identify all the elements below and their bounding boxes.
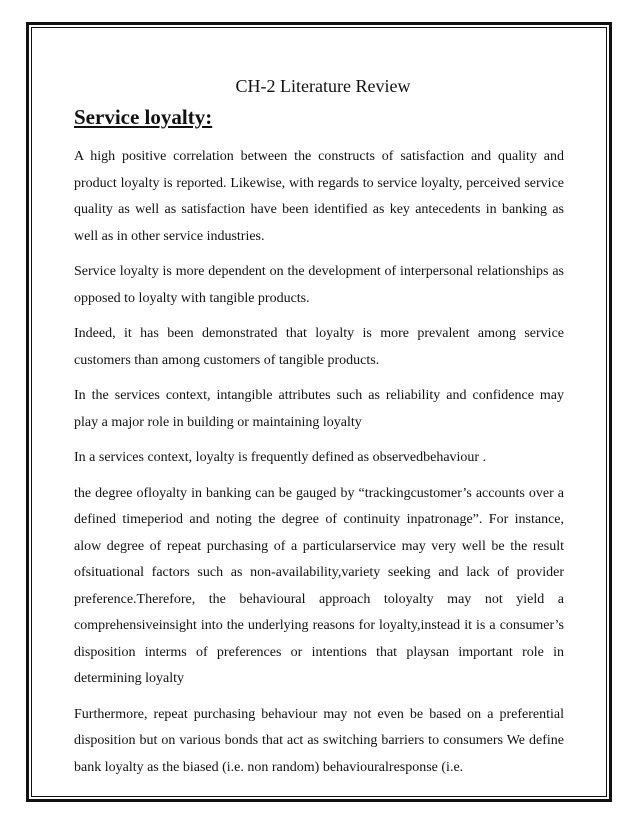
paragraph-5: In a services context, loyalty is frequently defined as observedbehaviour . (74, 450, 487, 465)
paragraph-6: the degree ofloyalty in banking can be gauged by “trackingcustomer’s accounts over a defined timeperiod and noting the degree of continuity inpatronage”. For instance, alow degree of repeat purchasing of a particularservice may very well be the result ofsituational factors such as non-availability,variety seeking and lack of provider preference.Therefore, the behavioural approach toloyalty may not yield a comprehensiveinsight into the underlying reasons for loyalty,instead it is a consumer’s disposition interms of preferences or intentions that playsan important role in determining loyalty (74, 485, 564, 686)
section-heading: Service loyalty: (74, 105, 213, 129)
page-content (74, 74, 564, 790)
paragraph-1: A high positive correlation between the constructs of satisfaction and quality and product loyalty is reported. Likewise, with regards to service loyalty, perceived service quality as well as satisfaction have been identified as key antecedents in banking as well as in other service industries. (74, 149, 564, 244)
paragraph-7: Furthermore, repeat purchasing behaviour may not even be based on a preferential disposition but on various bonds that act as switching barriers to consumers We define bank loyalty as the biased (i.e. non random) behaviouralresponse (i.e. (74, 706, 564, 775)
chapter-title: CH-2 Literature Review (235, 76, 411, 96)
paragraph-3: Indeed, it has been demonstrated that loyalty is more prevalent among service customers than among customers of tangible products. (74, 326, 564, 368)
paragraph-4: In the services context, intangible attributes such as reliability and confidence may play a major role in building or maintaining loyalty (74, 388, 564, 430)
paragraph-2: Service loyalty is more dependent on the development of interpersonal relationships as opposed to loyalty with tangible products. (74, 264, 564, 306)
